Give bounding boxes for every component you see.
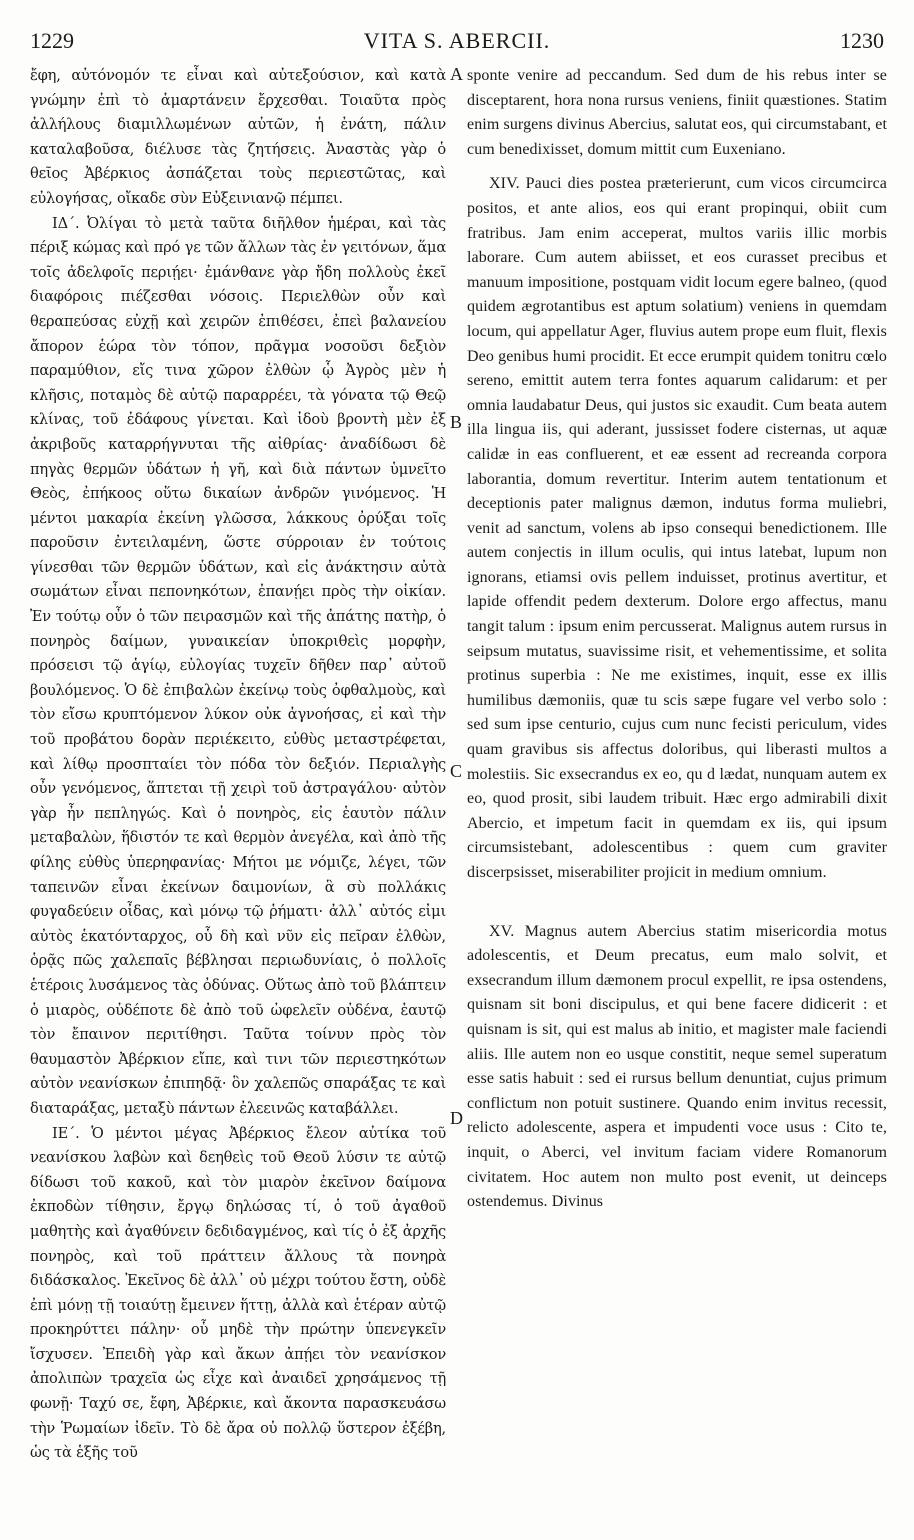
greek-paragraph-15: ΙΕ΄. Ὁ μέντοι μέγας Ἀβέρκιος ἔλεον αὐτίκα τοῦ νεανίσκου λαβὼν καὶ δεηθεὶς τοῦ Θεοῦ λύσιν τε αὐτῷ δίδωσι τοῦ κακοῦ, καὶ τὸν μιαρὸν ἐκεῖνον δαίμονα ἐκποδὼν τίθησιν, ἔργῳ δηλώσας τί, ὁ τοῦ ἀγαθοῦ μαθητὴς καὶ ἀγαθύνειν δεδιδαγμένος, καὶ τίς ὁ ἐξ ἀρχῆς πονηρὸς, καὶ τοῦ πράττειν ἄλλους τὰ πονηρὰ διδάσκαλος. Ἐκεῖνος δὲ ἀλλ᾽ οὐ μέχρι τούτου ἔστη, οὐδὲ ἐπὶ μόνῃ τῇ τοιαύτῃ ἔμεινεν ἥττῃ, ἀλλὰ καὶ ἑτέραν αὐτῷ προκηρύττει πάλην· οὗ μηδὲ τὴν πρώτην ὑπενεγκεῖν ἴσχυσεν. Ἐπειδὴ γὰρ καὶ ἄκων ἀπῄει τὸν νεανίσκον ἀπολιπὼν τραχεῖα ὡς εἶχε καὶ ἀναιδεῖ χρησάμενος τῇ φωνῇ· Ταχύ σε, ἔφη, Ἀβέρκιε, καὶ ἄκοντα παρασκευάσω τὴν Ῥωμαίων ἰδεῖν. Τὸ δὲ ἄρα οὐ πολλῷ ὕστερον ἐξέβη, ὡς τὰ ἑξῆς τοῦ: [30, 1124, 446, 1462]
latin-paragraph-15: XV. Magnus autem Abercius statim misericordia motus adolescentis, et Deum precatus, eum malo solvit, et exsecrandum illum dæmonem procul expellit, re ipsa ostendens, quisnam sit boni discipulus, et qui bene facere didicerit : et quisnam is sit, qui est malus ab initio, et magister male faciendi aliis. Ille autem non eo usque constitit, neque semel superatum esse satis habuit : sed ei rursus bellum denuntiat, cujus primum conflictum non potuit sustinere. Quando enim invitus recessit, relicto adolescente, aspera et impudenti voce usus : Cito te, inquit, o Aberci, vel invitum faciam videre Romanorum civitatem. Hoc autem non multo post evenit, ut deinceps ostendemus. Divinus: [467, 922, 887, 1211]
latin-paragraph-14: XIV. Pauci dies postea præterierunt, cum vicos circumcirca positos, et ante alios, eos qui erant propinqui, obiit cum fratribus. Jam enim acceperat, multos variis illic morbis laborare. Cum autem abiisset, et eos curasset precibus et manuum impositione, postquam vidit locum egere balneo, (quod quidem ægrotantibus est aptum solatium) veniens in quemdam locum, qui appellatur Ager, fluvius autem prope eum fluit, flexis Deo genibus humi procidit. Et ecce erumpit quidem tonitru cœlo sereno, emittit autem terra fontes aquarum calidarum: et per omnia laudabatur Deus, qui justos sic exaudit. Cum beata autem illa lingua iis, qui aderant, jussisset fodere cisternas, ut aquæ calidæ in eas confluerent, et eæ essent ad recreanda corpora laborantia, domum revertitur. Interim autem tentationum et deceptionis pater malignus dæmon, indutus forma muliebri, venit ad sanctum, volens ab ipso consequi benedictionem. Ille autem conjectis in illum oculis, qui intus latebat, lupum non ignorans, etiamsi ovis pellem induisset, protinus avertitur, et lapide offendit pedem dexterum. Dolore ergo affectus, manu tangit talum : ipsum enim percusserat. Malignus autem rursus in seipsum mutatus, suavissime risit, et vehementissime, et solita protinus superbia : Ne me existimes, inquit, esse ex illis humilibus dæmoniis, quæ tu scis sæpe fugare vel verbo solo : sed sum ipse centurio, cujus cum nunc fecisti periculum, vides quam gravibus sis affectus doloribus, qui liberasti multos a molestiis. Sic exsecrandus ex eo, qu d lædat, nunquam autem ex eo, quod prosit, sibi laudem tribuit. Hæc ergo admirabili dixit Abercio, et impetum facit in quemdam ex iis, qui ipsum circumsistebant, adolescentibus : quem cum graviter discerpsisset, miserabiliter projicit in medium omnium.: [467, 175, 887, 881]
latin-paragraph-1: sponte venire ad peccandum. Sed dum de his rebus inter se disceptarent, hora nona rursus veniens, finiit quæstiones. Statim enim surgens divinus Abercius, salutat eos, qui circumstabant, et cum benedixisset, domum mittit cum Euxeniano.: [467, 67, 887, 158]
page-number-right: 1230: [840, 28, 884, 53]
page-header: [30, 28, 884, 58]
latin-column: [467, 64, 887, 1215]
greek-paragraph-14: ΙΔ΄. Ὀλίγαι τὸ μετὰ ταῦτα διῆλθον ἡμέραι, καὶ τὰς πέριξ κώμας καὶ πρό γε τῶν ἄλλων τὰς ἐν γειτόνων, ἅμα τοῖς ἀδελφοῖς περιῄει· ἐμάνθανε γὰρ ἤδη πολλοὺς ἐκεῖ διαφόροις πιέζεσθαι νόσοις. Περιελθὼν οὖν καὶ θεραπεύσας εὐχῇ καὶ χειρῶν ἐπιθέσει, ἐπεὶ βαλανείου ἄπορον ἑώρα τὸν τόπον, πρᾶγμα νοσοῦσι δεξιὸν παραμύθιον, εἴς τινα χῶρον ἐλθὼν ᾧ Ἀγρὸς μὲν ἡ κλῆσις, ποταμὸς δὲ αὐτῷ παραρρέει, τὰ γόνατα τῷ Θεῷ κλίνας, τοῦ ἐδάφους γίνεται. Καὶ ἰδοὺ βροντὴ μὲν ἐξ ἀκριβοῦς καταρρήγνυται τῆς αἰθρίας· ἀναδίδωσι δὲ πηγὰς θερμῶν ὑδάτων ἡ γῆ, καὶ διὰ πάντων ὑμνεῖτο Θεὸς, ἐπήκοος οὕτω δικαίων ἀνδρῶν γινόμενος. Ἡ μέντοι μακαρία ἐκείνη γλῶσσα, λάκκους ὀρύξαι τοῖς παροῦσιν ἐντειλαμένη, ὥστε σύρροιαν ἐν τούτοις γίνεσθαι τῶν θερμῶν ὑδάτων, καὶ εἰς ἀνάκτησιν αὐτὰ σωμάτων εἶναι πεπονηκότων, ἐπανῄει πρὸς τὴν οἰκίαν. Ἐν τούτῳ οὖν ὁ τῶν πειρασμῶν καὶ τῆς ἀπάτης πατὴρ, ὁ πονηρὸς δαίμων, γυναικείαν ὑποκριθεὶς μορφὴν, πρόσεισι τῷ ἁγίῳ, εὐλογίας τυχεῖν δῆθεν παρ᾽ αὐτοῦ βουλόμενος. Ὁ δὲ ἐπιβαλὼν ἐκείνῳ τοὺς ὀφθαλμοὺς, καὶ τὸν εἴσω κρυπτόμενον λύκον οὐκ ἀγνοήσας, εἰ καὶ τὴν τοῦ προβάτου δορὰν περιέκειτο, εὐθὺς μεταστρέφεται, καὶ λίθῳ προσπταίει τὸν πόδα τὸν δεξιόν. Περιαλγὴς οὖν γενόμενος, ἅπτεται τῇ χειρὶ τοῦ ἀστραγάλου· αὐτὸν γὰρ ἦν πεπληγώς. Καὶ ὁ πονηρὸς, εἰς ἑαυτὸν πάλιν μεταβαλὼν, ἥδιστόν τε καὶ θερμὸν ἀνεγέλα, καὶ ἀπὸ τῆς φίλης εὐθὺς ὑπερηφανίας· Μήτοι με νόμιζε, λέγει, τῶν ταπεινῶν εἶναι ἐκείνων δαιμονίων, ἃ σὺ πολλάκις φυγαδεύειν οἶδας, καὶ μόνῳ τῷ ῥήματι· ἀλλ᾽ αὐτός εἰμι αὐτὸς ἑκατόνταρχος, οὗ δὴ καὶ νῦν εἰς πεῖραν ἐλθὼν, ὁρᾷς πῶς χαλεπαῖς βέβλησαι περιωδυνίαις, ὁ πολλοῖς ἑτέροις λυσάμενος τὰς ὀδύνας. Οὕτως ἀπὸ τοῦ βλάπτειν ὁ μιαρὸς, οὐδέποτε δὲ ἀπὸ τοῦ ὠφελεῖν οὐδένα, ἑαυτῷ τὸν ἔπαινον περιτίθησι. Ταῦτα τοίνυν πρὸς τὸν θαυμαστὸν Ἀβέρκιον εἴπε, καὶ τινι τῶν περιεστηκότων αὐτὸν νεανίσκων ἐπιπηδᾷ· ὃν χαλεπῶς σπαράξας τε καὶ διαταράξας, μεταξὺ πάντων ἐλεεινῶς καταβάλλει.: [30, 214, 446, 1117]
greek-paragraph-1: ἔφη, αὐτόνομόν τε εἶναι καὶ αὐτεξούσιον, καὶ κατὰ γνώμην ἐπὶ τὸ ἁμαρτάνειν ἔρχεσθαι. Τοιαῦτα πρὸς ἀλλήλους διαμιλλωμένων αὐτῶν, ἡ ἐνάτη, πάλιν καταλαβοῦσα, διέλυσε τὰς ζητήσεις. Ἀναστὰς γὰρ ὁ θεῖος Ἀβέρκιος ἀσπάζεται τοὺς περιεστῶτας, καὶ εὐλογήσας, οἴκαδε σὺν Εὐξεινιανῷ πέμπει.: [30, 67, 446, 207]
margin-marker-d: D: [450, 1108, 463, 1128]
running-title: VITA S. ABERCII.: [363, 28, 551, 53]
margin-marker-a: A: [450, 64, 463, 84]
margin-marker-c: C: [450, 761, 463, 781]
page-number-left: 1229: [30, 28, 74, 53]
margin-marker-b: B: [450, 412, 463, 432]
greek-column: [30, 64, 446, 1466]
